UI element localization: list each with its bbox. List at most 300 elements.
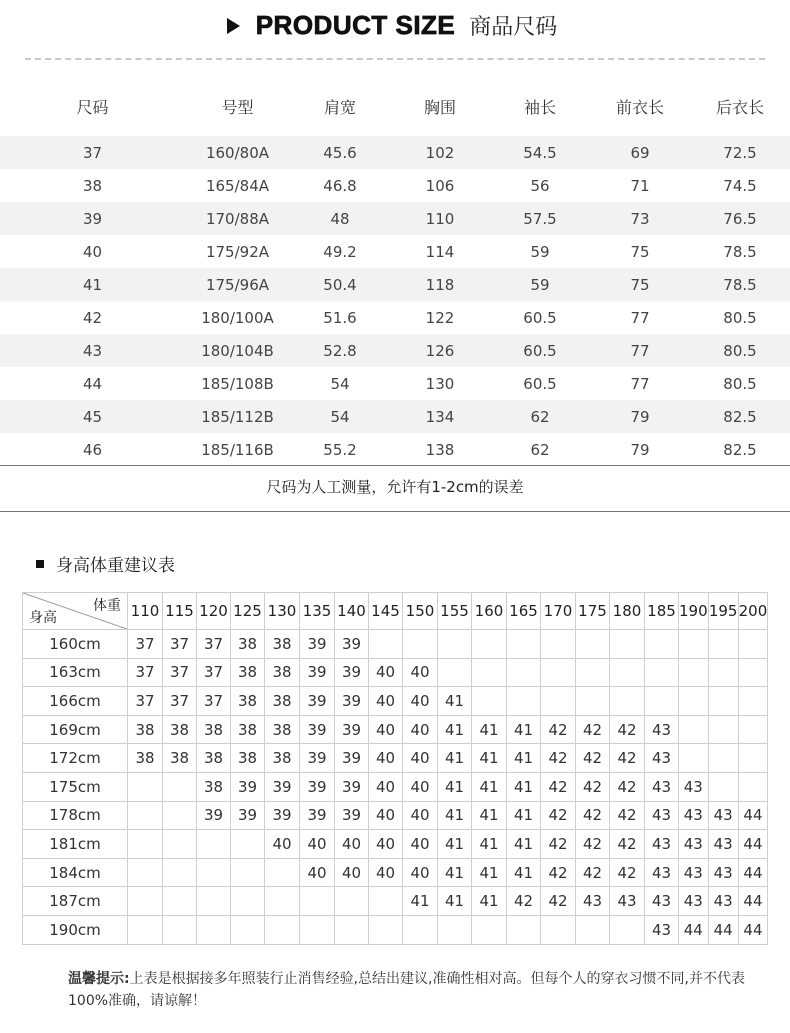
size-cell: 40	[403, 772, 438, 801]
height-label: 178cm	[23, 801, 128, 830]
size-cell: 42	[576, 858, 610, 887]
size-cell: 43	[645, 830, 679, 859]
tips-note	[68, 968, 768, 1012]
size-cell: 44	[738, 858, 768, 887]
size-cell	[708, 772, 738, 801]
table-row	[0, 334, 790, 367]
size-cell: 38	[265, 687, 300, 716]
size-cell: 41	[507, 744, 541, 773]
table-cell: 80.5	[723, 374, 757, 393]
size-cell	[679, 715, 709, 744]
size-cell: 39	[335, 658, 369, 687]
size-cell	[128, 887, 163, 916]
weight-header: 200	[738, 593, 768, 630]
size-cell	[610, 658, 645, 687]
size-cell: 41	[438, 687, 472, 716]
size-cell: 43	[679, 772, 709, 801]
size-cell: 43	[645, 744, 679, 773]
size-cell	[438, 658, 472, 687]
table-cell: 77	[630, 308, 650, 327]
size-cell: 38	[163, 715, 197, 744]
weight-header: 185	[645, 593, 679, 630]
size-cell: 40	[403, 858, 438, 887]
size-cell	[265, 858, 300, 887]
size-cell: 43	[645, 772, 679, 801]
table-cell: 138	[425, 440, 455, 459]
size-cell	[507, 658, 541, 687]
size-cell	[163, 830, 197, 859]
size-cell: 40	[369, 658, 403, 687]
size-cell: 41	[472, 715, 507, 744]
weight-header: 110	[128, 593, 163, 630]
height-weight-table	[22, 592, 768, 945]
size-table	[0, 88, 790, 466]
title-english: PRODUCT SIZE	[255, 10, 456, 40]
table-cell: 46.8	[323, 176, 357, 195]
dashed-divider	[25, 58, 765, 60]
size-cell	[403, 915, 438, 944]
table-cell: 170/88A	[185, 202, 290, 235]
table-cell: 42	[82, 308, 103, 327]
height-label: 172cm	[23, 744, 128, 773]
size-cell	[738, 630, 768, 659]
table-cell: 78.5	[690, 268, 790, 301]
table-cell: 122	[425, 308, 455, 327]
size-cell: 41	[472, 830, 507, 859]
size-cell: 39	[335, 715, 369, 744]
size-cell: 43	[610, 887, 645, 916]
table-cell: 39	[0, 202, 185, 235]
size-cell	[679, 630, 709, 659]
size-cell: 39	[265, 801, 300, 830]
height-axis-label: 身高	[29, 610, 57, 626]
play-triangle-icon	[227, 18, 240, 34]
size-cell	[472, 915, 507, 944]
size-cell	[708, 715, 738, 744]
table-row	[0, 367, 790, 400]
size-cell	[507, 687, 541, 716]
size-cell	[128, 772, 163, 801]
weight-header: 120	[197, 593, 231, 630]
size-cell	[300, 915, 335, 944]
size-cell	[438, 630, 472, 659]
size-cell	[369, 887, 403, 916]
table-cell: 74.5	[723, 176, 757, 195]
size-cell: 42	[610, 772, 645, 801]
size-cell: 40	[369, 858, 403, 887]
size-cell: 40	[369, 772, 403, 801]
column-header: 肩宽	[323, 97, 356, 117]
size-cell	[708, 630, 738, 659]
table-row	[0, 136, 790, 169]
size-cell: 39	[300, 715, 335, 744]
size-cell: 42	[541, 772, 576, 801]
table-cell: 185/108B	[201, 374, 274, 393]
size-cell: 37	[197, 630, 231, 659]
size-cell: 40	[403, 744, 438, 773]
size-cell: 41	[403, 887, 438, 916]
size-cell	[679, 744, 709, 773]
size-cell: 42	[610, 715, 645, 744]
size-cell: 41	[507, 801, 541, 830]
size-cell: 42	[507, 887, 541, 916]
table-cell: 110	[390, 202, 490, 235]
table-cell: 75	[630, 242, 650, 261]
size-cell	[645, 687, 679, 716]
size-cell	[738, 772, 768, 801]
size-cell	[197, 887, 231, 916]
table-cell: 160/80A	[185, 136, 290, 169]
size-cell	[197, 858, 231, 887]
size-cell: 42	[576, 830, 610, 859]
size-cell: 40	[265, 830, 300, 859]
size-cell: 37	[163, 630, 197, 659]
weight-header-row	[23, 593, 768, 630]
table-cell: 79	[590, 400, 690, 433]
height-row	[23, 915, 768, 944]
table-cell: 106	[425, 176, 455, 195]
table-cell: 48	[290, 202, 390, 235]
table-cell: 43	[0, 334, 185, 367]
size-cell	[708, 687, 738, 716]
size-cell	[738, 658, 768, 687]
size-cell	[438, 915, 472, 944]
column-header: 胸围	[423, 97, 456, 117]
size-cell: 43	[645, 887, 679, 916]
size-cell	[265, 915, 300, 944]
size-cell: 39	[231, 801, 265, 830]
divider-line	[0, 465, 790, 466]
size-cell: 42	[576, 772, 610, 801]
weight-axis-label: 体重	[93, 598, 121, 614]
size-cell	[197, 830, 231, 859]
table-cell: 56	[530, 176, 550, 195]
height-row	[23, 744, 768, 773]
size-cell: 37	[163, 658, 197, 687]
size-cell: 41	[472, 801, 507, 830]
size-cell: 44	[738, 830, 768, 859]
size-cell: 42	[541, 830, 576, 859]
size-cell	[576, 658, 610, 687]
size-cell	[231, 887, 265, 916]
size-cell	[369, 630, 403, 659]
height-row	[23, 658, 768, 687]
size-cell: 41	[472, 887, 507, 916]
table-cell: 82.5	[723, 440, 757, 459]
height-label: 190cm	[23, 915, 128, 944]
size-cell: 44	[738, 915, 768, 944]
size-cell	[163, 801, 197, 830]
size-cell: 44	[738, 887, 768, 916]
height-label: 184cm	[23, 858, 128, 887]
size-cell: 42	[541, 744, 576, 773]
weight-header: 115	[163, 593, 197, 630]
table-row	[0, 202, 790, 235]
table-row	[0, 400, 790, 433]
weight-header: 190	[679, 593, 709, 630]
size-cell: 41	[507, 772, 541, 801]
table-cell: 41	[0, 268, 185, 301]
size-cell: 38	[231, 658, 265, 687]
size-cell	[128, 830, 163, 859]
size-cell: 43	[679, 830, 709, 859]
height-row	[23, 630, 768, 659]
table-cell: 82.5	[690, 400, 790, 433]
table-cell: 102	[390, 136, 490, 169]
size-cell	[541, 687, 576, 716]
section-title	[36, 551, 175, 576]
weight-header: 180	[610, 593, 645, 630]
divider-line	[0, 511, 790, 512]
size-cell: 43	[708, 801, 738, 830]
size-cell	[163, 858, 197, 887]
table-cell: 175/96A	[185, 268, 290, 301]
table-cell: 60.5	[490, 334, 590, 367]
weight-header: 130	[265, 593, 300, 630]
size-cell: 40	[300, 858, 335, 887]
size-cell: 40	[369, 715, 403, 744]
size-cell	[472, 658, 507, 687]
size-cell	[738, 687, 768, 716]
page-header	[0, 10, 790, 50]
size-cell: 42	[610, 744, 645, 773]
table-cell: 37	[0, 136, 185, 169]
table-cell: 126	[390, 334, 490, 367]
size-cell: 38	[265, 630, 300, 659]
size-cell	[738, 715, 768, 744]
table-cell: 71	[630, 176, 650, 195]
size-cell: 38	[265, 744, 300, 773]
size-cell: 43	[679, 887, 709, 916]
size-cell	[163, 915, 197, 944]
size-cell: 42	[576, 744, 610, 773]
height-label: 175cm	[23, 772, 128, 801]
size-cell: 41	[507, 858, 541, 887]
table-cell: 130	[425, 374, 455, 393]
size-cell: 38	[231, 630, 265, 659]
size-cell: 39	[335, 744, 369, 773]
size-cell	[231, 858, 265, 887]
size-cell: 39	[300, 772, 335, 801]
table-cell: 62	[530, 440, 550, 459]
size-cell: 40	[403, 715, 438, 744]
size-cell	[708, 744, 738, 773]
weight-header: 160	[472, 593, 507, 630]
size-cell: 40	[369, 687, 403, 716]
table-cell: 79	[630, 440, 650, 459]
size-cell: 39	[300, 658, 335, 687]
size-cell: 38	[231, 744, 265, 773]
size-cell: 39	[300, 801, 335, 830]
size-cell: 37	[128, 658, 163, 687]
size-cell: 40	[335, 830, 369, 859]
weight-header: 155	[438, 593, 472, 630]
size-cell: 39	[197, 801, 231, 830]
tips-text: 上表是根据接多年照装行止消售经验,总结出建议,准确性相对高。但每个人的穿衣习惯不同,并不代表100%准确，请谅解！	[68, 971, 745, 1009]
size-cell: 39	[335, 630, 369, 659]
table-cell: 77	[590, 334, 690, 367]
table-cell: 72.5	[690, 136, 790, 169]
size-cell	[610, 630, 645, 659]
size-cell: 38	[231, 687, 265, 716]
table-row	[0, 268, 790, 301]
table-cell: 180/100A	[201, 308, 274, 327]
size-cell	[335, 887, 369, 916]
size-cell: 44	[708, 915, 738, 944]
height-label: 163cm	[23, 658, 128, 687]
table-cell: 59	[490, 268, 590, 301]
size-cell: 37	[128, 687, 163, 716]
size-cell	[369, 915, 403, 944]
size-cell: 42	[576, 801, 610, 830]
size-cell: 40	[403, 687, 438, 716]
height-label: 181cm	[23, 830, 128, 859]
size-cell	[265, 887, 300, 916]
height-label: 160cm	[23, 630, 128, 659]
size-cell: 42	[541, 887, 576, 916]
table-cell: 114	[425, 242, 455, 261]
size-cell	[472, 630, 507, 659]
size-cell	[576, 915, 610, 944]
table-cell: 50.4	[290, 268, 390, 301]
table-cell: 40	[82, 242, 103, 261]
size-cell	[231, 915, 265, 944]
size-cell: 41	[507, 715, 541, 744]
size-cell	[472, 687, 507, 716]
table-cell: 55.2	[323, 440, 357, 459]
size-cell: 39	[300, 630, 335, 659]
size-cell: 40	[369, 830, 403, 859]
table-cell: 62	[490, 400, 590, 433]
weight-header: 175	[576, 593, 610, 630]
size-cell: 40	[403, 801, 438, 830]
size-cell: 43	[645, 915, 679, 944]
size-cell: 40	[300, 830, 335, 859]
size-cell	[231, 830, 265, 859]
size-cell: 38	[265, 658, 300, 687]
section-title-text: 身高体重建议表	[56, 556, 175, 576]
size-cell: 42	[541, 801, 576, 830]
size-cell	[163, 887, 197, 916]
table-cell: 185/112B	[185, 400, 290, 433]
height-row	[23, 858, 768, 887]
table-cell: 59	[530, 242, 550, 261]
weight-header: 140	[335, 593, 369, 630]
size-cell: 39	[335, 801, 369, 830]
size-cell	[335, 915, 369, 944]
size-cell	[576, 687, 610, 716]
size-table-header	[0, 88, 790, 136]
table-cell: 118	[390, 268, 490, 301]
size-cell: 40	[369, 744, 403, 773]
table-cell: 46	[82, 440, 103, 459]
table-cell: 75	[590, 268, 690, 301]
table-row	[0, 433, 790, 466]
size-cell: 41	[438, 887, 472, 916]
size-cell: 42	[610, 830, 645, 859]
table-cell: 57.5	[490, 202, 590, 235]
square-bullet-icon	[36, 560, 44, 568]
title-chinese: 商品尺码	[469, 15, 558, 40]
column-header: 号型	[221, 97, 254, 117]
size-cell: 41	[472, 772, 507, 801]
size-cell: 39	[300, 744, 335, 773]
size-cell: 41	[438, 744, 472, 773]
tips-label: 温馨提示:	[68, 971, 130, 987]
size-cell: 42	[541, 715, 576, 744]
weight-header: 125	[231, 593, 265, 630]
size-cell	[738, 744, 768, 773]
column-header: 前衣长	[615, 97, 664, 117]
size-cell: 41	[438, 830, 472, 859]
size-cell	[300, 887, 335, 916]
height-label: 166cm	[23, 687, 128, 716]
table-cell: 134	[390, 400, 490, 433]
size-cell	[679, 658, 709, 687]
size-cell: 40	[403, 658, 438, 687]
table-cell: 180/104B	[185, 334, 290, 367]
height-row	[23, 830, 768, 859]
size-cell	[128, 801, 163, 830]
size-cell: 38	[163, 744, 197, 773]
size-cell	[541, 630, 576, 659]
weight-header: 165	[507, 593, 541, 630]
size-cell: 38	[197, 715, 231, 744]
table-cell: 185/116B	[201, 440, 274, 459]
table-cell: 45.6	[290, 136, 390, 169]
size-cell: 42	[541, 858, 576, 887]
size-cell: 41	[438, 715, 472, 744]
size-cell	[163, 772, 197, 801]
weight-header: 150	[403, 593, 438, 630]
size-cell: 43	[645, 801, 679, 830]
size-cell: 43	[708, 887, 738, 916]
column-header: 后衣长	[715, 97, 764, 117]
size-cell: 39	[335, 687, 369, 716]
table-cell: 60.5	[523, 308, 557, 327]
table-cell: 54	[330, 374, 350, 393]
column-header: 尺码	[76, 97, 109, 117]
table-cell: 49.2	[323, 242, 357, 261]
size-cell: 43	[679, 801, 709, 830]
height-label: 187cm	[23, 887, 128, 916]
size-cell: 40	[335, 858, 369, 887]
size-cell: 38	[128, 744, 163, 773]
size-cell: 37	[163, 687, 197, 716]
size-cell	[645, 630, 679, 659]
weight-header: 170	[541, 593, 576, 630]
size-cell: 43	[645, 858, 679, 887]
size-cell	[610, 915, 645, 944]
table-cell: 77	[630, 374, 650, 393]
size-cell: 43	[708, 830, 738, 859]
size-cell	[197, 915, 231, 944]
size-cell: 41	[507, 830, 541, 859]
size-cell: 38	[128, 715, 163, 744]
size-cell: 39	[300, 687, 335, 716]
size-cell: 44	[679, 915, 709, 944]
height-row	[23, 801, 768, 830]
table-cell: 38	[82, 176, 103, 195]
table-row	[0, 235, 790, 268]
height-row	[23, 772, 768, 801]
weight-header: 135	[300, 593, 335, 630]
size-cell: 42	[610, 801, 645, 830]
size-cell: 42	[576, 715, 610, 744]
size-cell	[679, 687, 709, 716]
size-cell	[541, 915, 576, 944]
weight-header: 145	[369, 593, 403, 630]
